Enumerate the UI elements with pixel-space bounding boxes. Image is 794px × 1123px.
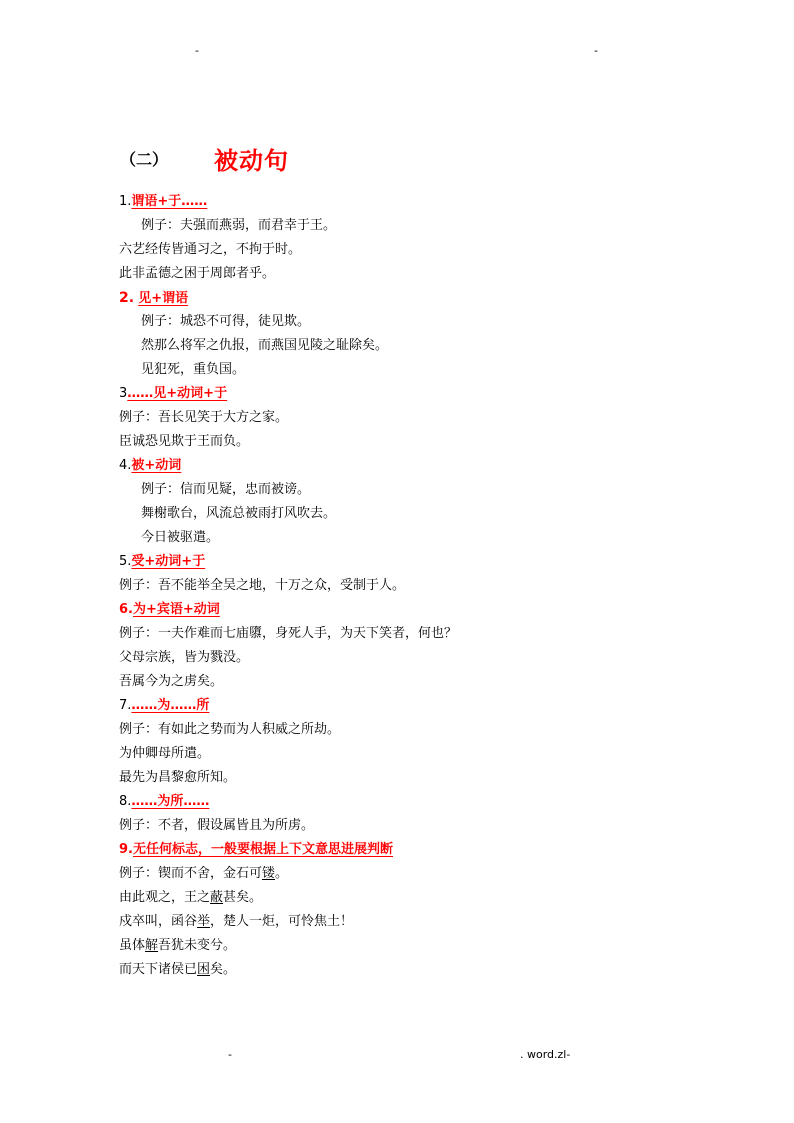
example-line: 然那么将军之仇报，而燕国见陵之耻除矣。 [141, 338, 389, 353]
item-number: 8. [119, 794, 132, 809]
text-part: 而天下诸侯已 [119, 962, 198, 977]
text-part: 戍卒叫，函谷 [119, 914, 198, 929]
item-heading-5 [119, 550, 739, 574]
example-line: 父母宗族，皆为戮没。 [119, 650, 250, 665]
item-heading-7 [119, 694, 739, 718]
text-part: 由此观之，王之 [119, 890, 211, 905]
example-line [119, 886, 739, 910]
item-label: 为+宾语+动词 [132, 602, 220, 617]
example-line: 例子：吾不能举全吴之地，十万之众，受制于人。 [119, 578, 406, 593]
example-line [119, 862, 739, 886]
footer-right-mark: . word.zl- [520, 1048, 571, 1061]
example-line: 最先为昌黎愈所知。 [119, 770, 237, 785]
underlined-word: 镂 [262, 866, 276, 881]
item-label: 被+动词 [131, 458, 182, 473]
item-heading-6 [119, 598, 739, 622]
item-label: 谓语+于…… [131, 194, 208, 209]
item-number: 9. [119, 842, 133, 857]
example-line: 例子：一夫作难而七庙隳，身死人手，为天下笑者，何也？ [119, 626, 458, 641]
example-line: 为仲卿母所遣。 [119, 746, 211, 761]
item-number: 2. [119, 290, 135, 306]
example-line [119, 958, 739, 982]
item-label: ……见+动词+于 [127, 386, 228, 401]
item-heading-4 [119, 454, 739, 478]
header-left-mark: - [195, 44, 199, 57]
section-number: （二） [120, 149, 169, 169]
example-line: 例子：夫强而燕弱，而君幸于王。 [141, 218, 337, 233]
example-line [119, 910, 739, 934]
example-line: 例子：城恐不可得，徒见欺。 [141, 314, 311, 329]
item-label: 无任何标志，一般要根据上下文意思进展判断 [132, 842, 393, 857]
example-line: 例子：信而见疑，忠而被谤。 [141, 482, 311, 497]
item-label: ……为所…… [131, 794, 210, 809]
text-part: 甚矣。 [223, 890, 263, 905]
text-part: 。 [275, 866, 289, 881]
item-number: 6. [119, 602, 133, 617]
underlined-word: 蔽 [210, 890, 224, 905]
section-title [120, 140, 289, 176]
item-heading-2 [119, 286, 739, 310]
header-right-mark: - [594, 44, 598, 57]
text-part: 矣。 [210, 962, 237, 977]
text-part: 虽体 [119, 938, 146, 953]
item-number: 1. [119, 194, 132, 209]
example-line: 例子：吾长见笑于大方之家。 [119, 410, 289, 425]
item-number: 5. [119, 554, 132, 569]
item-label: ……为……所 [131, 698, 210, 713]
example-line: 舞榭歌台，风流总被雨打风吹去。 [141, 506, 337, 521]
item-heading-8 [119, 790, 739, 814]
item-number: 4. [119, 458, 132, 473]
example-line: 此非孟德之困于周郎者乎。 [119, 266, 276, 281]
example-line: 见犯死，重负国。 [141, 362, 246, 377]
document-body [119, 190, 739, 982]
text-part: ，楚人一炬，可怜焦土！ [210, 914, 354, 929]
example-line: 例子：有如此之势而为人积威之所劫。 [119, 722, 341, 737]
footer-left-mark: - [228, 1048, 232, 1061]
example-line: 臣诚恐见欺于王而负。 [119, 434, 250, 449]
item-label: 见+谓语 [138, 291, 189, 306]
underlined-word: 困 [197, 962, 211, 977]
example-line: 六艺经传皆通习之，不拘于时。 [119, 242, 302, 257]
example-line: 吾属今为之虏矣。 [119, 674, 224, 689]
underlined-word: 解 [145, 938, 159, 953]
item-heading-9 [119, 838, 739, 862]
underlined-word: 举 [197, 914, 211, 929]
example-line: 例子：不者，假设属皆且为所虏。 [119, 818, 315, 833]
example-line: 今日被驱遣。 [141, 530, 220, 545]
item-heading-3 [119, 382, 739, 406]
item-heading-1 [119, 190, 739, 214]
item-label: 受+动词+于 [131, 554, 206, 569]
text-part: 例子：锲而不舍，金石可 [119, 866, 263, 881]
item-number: 3 [119, 386, 128, 401]
section-heading: 被动句 [214, 146, 290, 175]
example-line [119, 934, 739, 958]
text-part: 吾犹未变兮。 [158, 938, 237, 953]
item-number: 7. [119, 698, 132, 713]
